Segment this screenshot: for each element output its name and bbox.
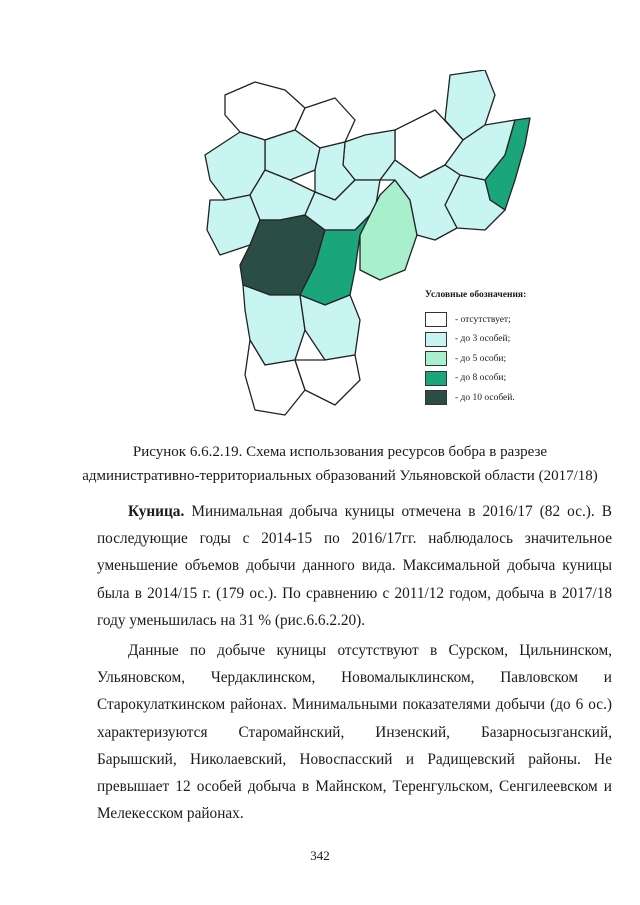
legend-swatch-3: [425, 332, 447, 347]
map-legend: [425, 290, 565, 408]
figure-caption: [60, 440, 620, 488]
legend-label-10: - до 10 особей.: [455, 392, 515, 403]
legend-row-3: [425, 330, 565, 350]
legend-label-5: - до 5 особи;: [455, 353, 507, 364]
legend-title: Условные обозначения:: [425, 290, 527, 300]
paragraph-lead-marten: Куница.: [128, 503, 185, 520]
legend-swatch-5: [425, 351, 447, 366]
figure-caption-line-2: административно-территориальных образований Ульяновской области (2017/18): [82, 468, 598, 484]
legend-label-absent: - отсутствует;: [455, 314, 511, 325]
figure-caption-line-1: Рисунок 6.6.2.19. Схема использования ресурсов бобра в разрезе: [132, 444, 548, 460]
page-number: 342: [310, 848, 330, 863]
legend-swatch-10: [425, 390, 447, 405]
map-district-west-3: [250, 170, 315, 220]
legend-row-8: [425, 369, 565, 389]
paragraph-marten-districts: Данные по добыче куницы отсутствуют в Сурском, Цильнинском, Ульяновском, Чердаклинском, Новомалыклинском, Павловском и Старокулаткинском районах. Минимальными показателями добычи (до 6 ос.) характеризуются Старомайнский, Инзенский, Базарносызганский, Барышский, Николаевский, Новоспасский и Радищевский районы. Не превышает 12 особей добыча в Майнском, Теренгульском, Сенгилеевском и Мелекесском районах.: [97, 642, 612, 823]
map-district-south-4: [295, 355, 360, 405]
legend-row-absent: [425, 310, 565, 330]
paragraph-marten-intro: [97, 498, 612, 634]
legend-row-10: [425, 388, 565, 408]
legend-label-8: - до 8 особи;: [455, 373, 507, 384]
legend-swatch-8: [425, 371, 447, 386]
map-district-south-2: [300, 295, 360, 360]
legend-swatch-absent: [425, 312, 447, 327]
paragraph-marten-text: Минимальная добыча куницы отмечена в 2016/17 (82 ос.). В последующие годы с 2014-15 по 2016/17гг. наблюдалось значительное уменьшение объемов добычи данного вида. Максимальной добыча куницы была в 2014/15 г. (179 ос.). По сравнению с 2011/12 годом, добыча в 2017/18 году уменьшилась на 31 % (рис.6.6.2.20).: [97, 503, 612, 629]
legend-row-5: [425, 349, 565, 369]
legend-label-3: - до 3 особей;: [455, 334, 511, 345]
